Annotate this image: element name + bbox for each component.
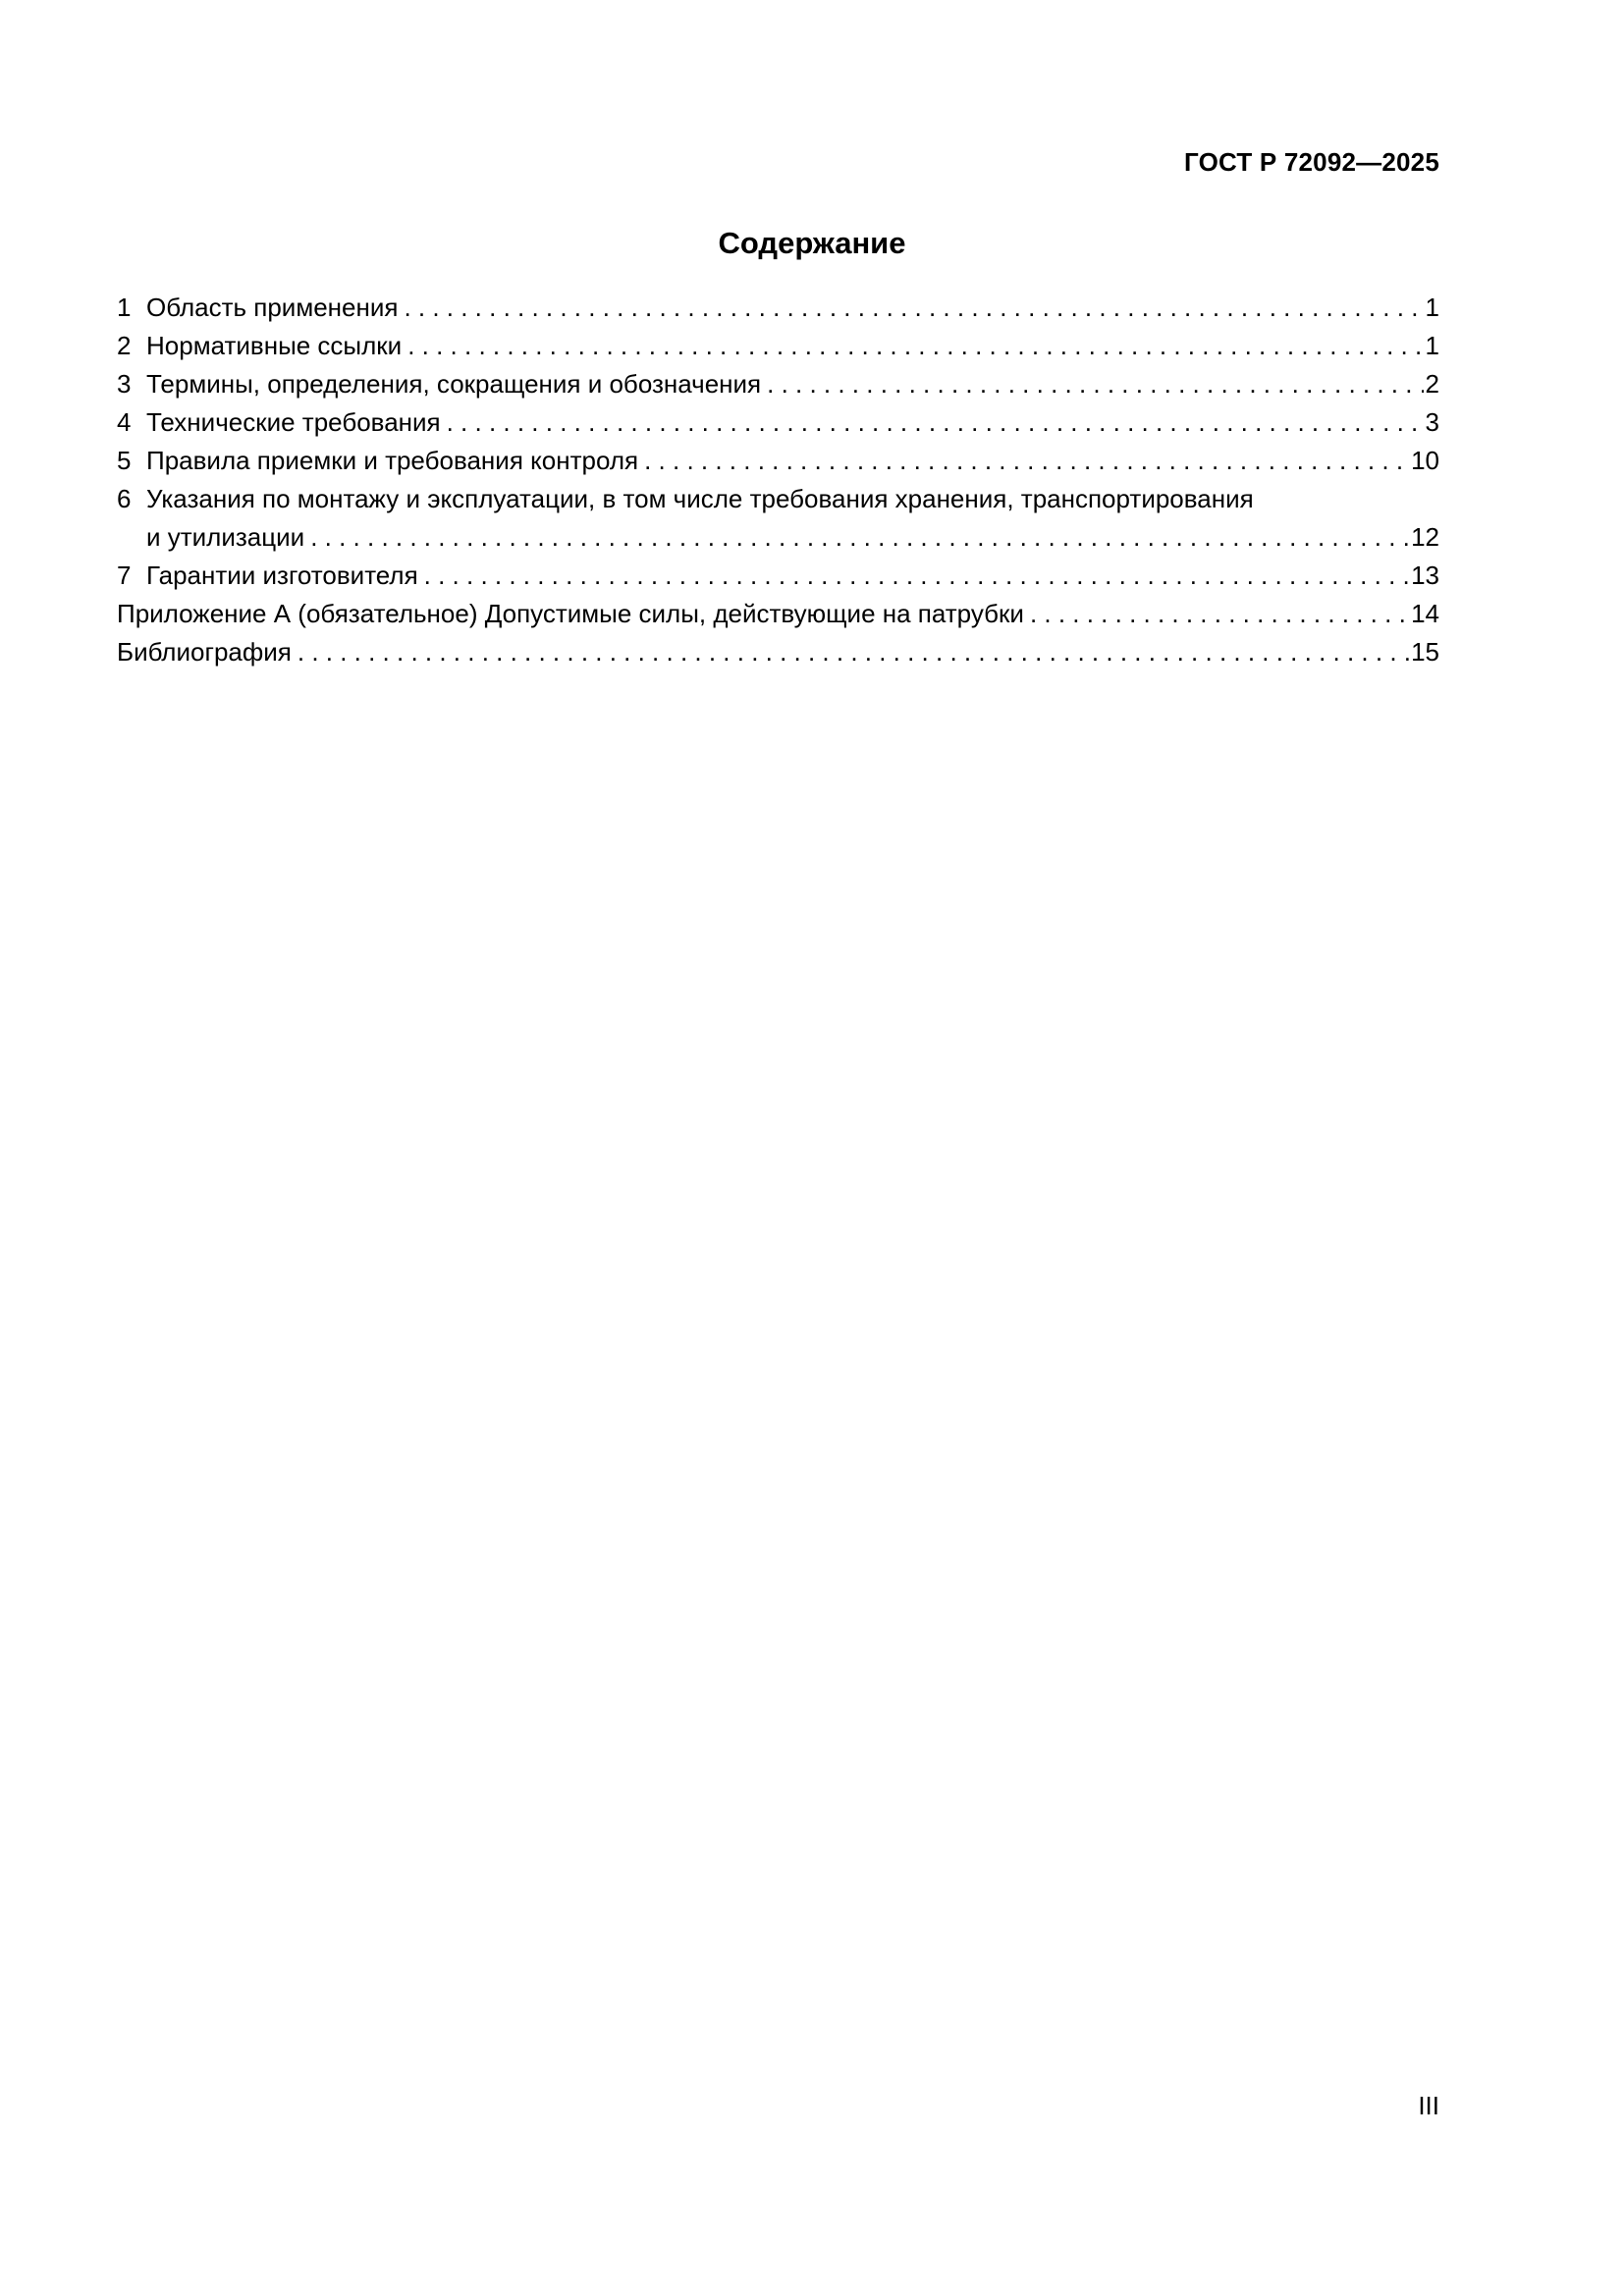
dot-leader: [404, 289, 1423, 327]
toc-entry-number: 7: [117, 561, 132, 590]
toc-entry-title: Приложение А (обязательное) Допустимые силы, действующие на патрубки: [117, 599, 1024, 628]
toc-entry-page: 2: [1425, 369, 1439, 399]
toc-title: Содержание: [718, 226, 906, 260]
toc-entry-page: 1: [1425, 293, 1439, 322]
toc-entry-2[interactable]: [117, 327, 1439, 365]
toc-entry-number: 1: [117, 293, 132, 322]
toc-entry-page: 14: [1411, 599, 1439, 628]
dot-leader: [407, 327, 1423, 365]
toc-entry-number: 5: [117, 446, 132, 475]
dot-leader: [644, 442, 1409, 480]
toc-entry-title: Технические требования: [146, 407, 441, 437]
toc-entry-number: 2: [117, 331, 132, 360]
toc-entry-title-continuation: и утилизации: [146, 522, 305, 552]
toc-entry-title: Правила приемки и требования контроля: [146, 446, 639, 475]
toc-entry-7[interactable]: [117, 557, 1439, 595]
dot-leader: [310, 518, 1409, 557]
dot-leader: [298, 633, 1409, 671]
dot-leader: [767, 365, 1423, 403]
toc-entry-title: Нормативные ссылки: [146, 331, 403, 360]
toc-entry-6-continuation[interactable]: [117, 518, 1439, 557]
toc-entry-title: Гарантии изготовителя: [146, 561, 418, 590]
toc-entry-appendix-a[interactable]: [117, 595, 1439, 633]
toc-entry-title: Область применения: [146, 293, 399, 322]
toc-entry-page: 1: [1425, 331, 1439, 360]
dot-leader: [447, 403, 1424, 442]
toc-entry-5[interactable]: [117, 442, 1439, 480]
toc-entry-6[interactable]: [117, 480, 1439, 518]
toc-entry-page: 15: [1411, 637, 1439, 667]
toc-entry-number: 4: [117, 407, 132, 437]
toc-entry-number: 3: [117, 369, 132, 399]
dot-leader: [424, 557, 1409, 595]
toc-entry-number: 6: [117, 484, 132, 513]
toc-entry-title: Термины, определения, сокращения и обозначения: [146, 369, 762, 399]
toc-entry-page: 10: [1411, 446, 1439, 475]
toc-entry-page: 12: [1411, 522, 1439, 552]
toc-entry-page: 13: [1411, 561, 1439, 590]
page-number: III: [1418, 2091, 1439, 2120]
toc-entry-title: Указания по монтажу и эксплуатации, в том числе требования хранения, транспортирования: [146, 484, 1254, 513]
table-of-contents: [117, 289, 1439, 671]
toc-entry-3[interactable]: [117, 365, 1439, 403]
toc-entry-title: Библиография: [117, 637, 292, 667]
toc-entry-4[interactable]: [117, 403, 1439, 442]
document-id: ГОСТ Р 72092—2025: [1184, 147, 1439, 177]
toc-entry-1[interactable]: [117, 289, 1439, 327]
toc-entry-bibliography[interactable]: [117, 633, 1439, 671]
dot-leader: [1030, 595, 1409, 633]
toc-entry-page: 3: [1425, 407, 1439, 437]
